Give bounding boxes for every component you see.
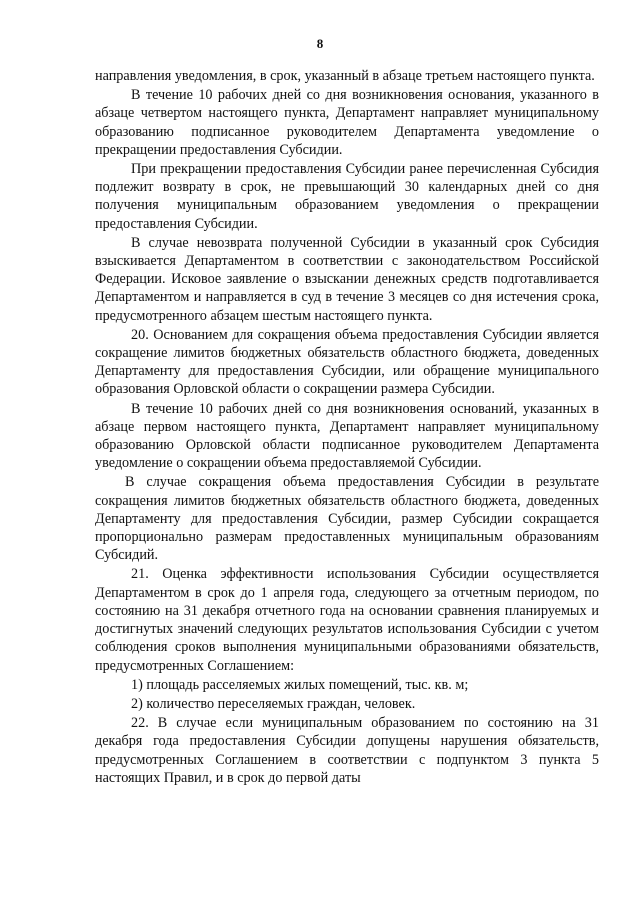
paragraph: В случае невозврата полученной Субсидии в указанный срок Субсидия взыскивается Департаментом в соответствии с законодательством Российской Федерации. Исковое заявление о взыскании денежных средств подготавливается Департаментом и направляется в суд в течение 3 месяцев со дня истечения срока, предусмотренного абзацем шестым настоящего пункта. xyxy=(95,234,599,324)
paragraph: 20. Основанием для сокращения объема предоставления Субсидии является сокращение лимитов бюджетных обязательств областного бюджета, доведенных Департаменту для предоставления Субсидии, или обращение муниципального образования Орловской области о сокращении размера Субсидии. xyxy=(95,326,599,398)
paragraph: 22. В случае если муниципальным образованием по состоянию на 31 декабря года предоставления Субсидии допущены нарушения обязательств, предусмотренных Соглашением в соответствии с подпунктом 3 пункта 5 настоящих Правил, и в срок до первой даты xyxy=(95,715,599,786)
paragraph: направления уведомления, в срок, указанный в абзаце третьем настоящего пункта. xyxy=(95,68,595,84)
list-item: 1) площадь расселяемых жилых помещений, тыс. кв. м; xyxy=(131,676,469,693)
paragraph: В течение 10 рабочих дней со дня возникновения основания, указанного в абзаце четвертом настоящего пункта, Департамент направляет муниципальному образованию подписанное руководителем Департамента уведомление о прекращении предоставления Субсидии. xyxy=(95,87,599,158)
paragraph: В случае сокращения объема предоставления Субсидии в результате сокращения лимитов бюджетных обязательств областного бюджета, доведенных Департаменту для предоставления Субсидии, размер Субсидии сокращается пропорционально размерам предоставленных муниципальным образованиям Субсидий. xyxy=(95,474,599,564)
paragraph: При прекращении предоставления Субсидии ранее перечисленная Субсидия подлежит возврату в срок, не превышающий 30 календарных дней со дня получения муниципальным образованием уведомления о прекращении предоставления Субсидии. xyxy=(95,161,599,232)
list-item: 2) количество переселяемых граждан, человек. xyxy=(131,695,416,712)
document-body xyxy=(95,67,599,787)
paragraph: В течение 10 рабочих дней со дня возникновения оснований, указанных в абзаце первом настоящего пункта, Департамент направляет муниципальному образованию Орловской области подписанное руководителем Департамента уведомление о сокращении объема предоставляемой Субсидии. xyxy=(95,400,599,472)
paragraph: 21. Оценка эффективности использования Субсидии осуществляется Департаментом в срок до 1 апреля года, следующего за отчетным периодом, по состоянию на 31 декабря отчетного года на основании сравнения планируемых и достигнутых значений следующих результатов использования Субсидии с учетом соблюдения сроков выполнения муниципальными образованиями обязательств, предусмотренных Соглашением: xyxy=(95,566,599,674)
page-number: 8 xyxy=(316,36,324,51)
